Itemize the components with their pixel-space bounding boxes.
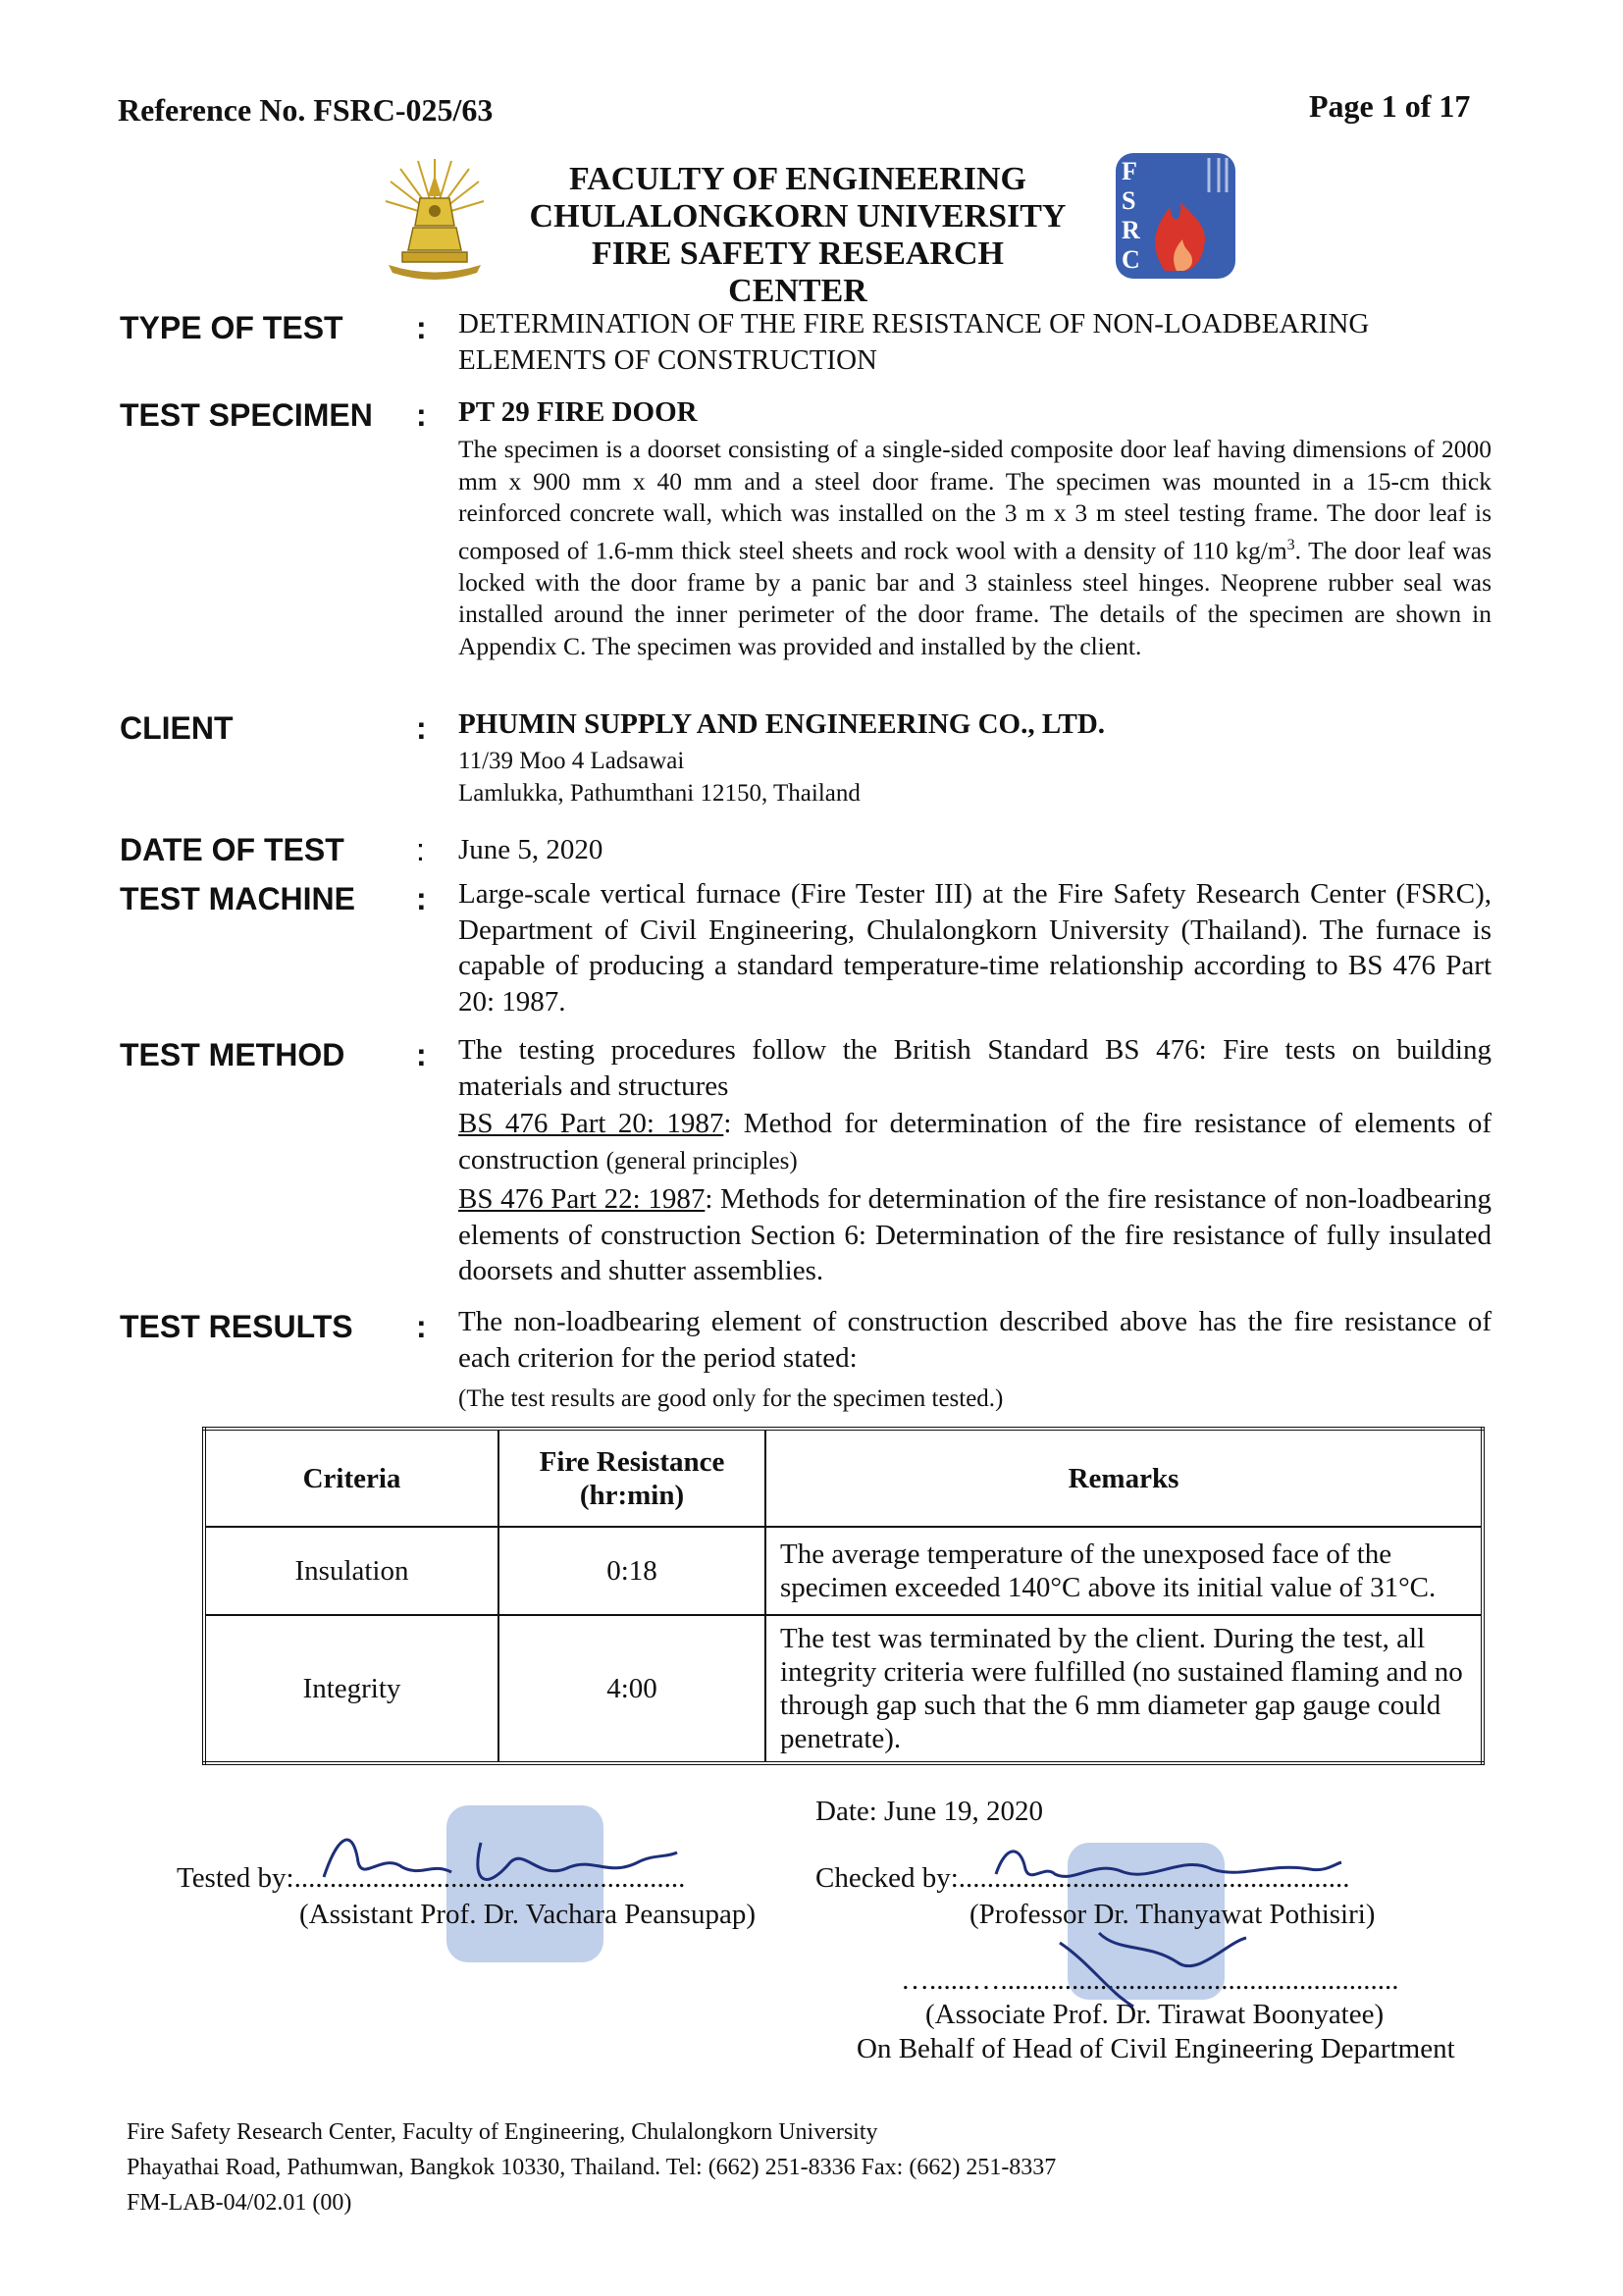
- logo-letter-r: R: [1122, 216, 1140, 244]
- row-integrity-criteria: Integrity: [204, 1615, 498, 1763]
- specimen-desc-superscript: 3: [1286, 536, 1295, 553]
- test-machine-label: TEST MACHINE: [120, 881, 355, 916]
- specimen-desc-part1: The specimen is a doorset consisting of a single-sided composite door leaf having dimensions of 2000 mm x 900 mm x 40 mm and a steel door frame. The specimen was mounted in a 15-cm thick reinforced concrete wall, which was installed on the 3 m x 3 m steel testing frame. The door leaf is composed of 1.6-mm thick steel sheets and rock wool with a density of 110 kg/m: [458, 435, 1492, 564]
- checked-by-label: Checked by:: [815, 1862, 959, 1894]
- footer-line1: Fire Safety Research Center, Faculty of Engineering, Chulalongkorn University: [127, 2119, 878, 2145]
- date-of-test-value: June 5, 2020: [458, 834, 603, 865]
- logo-letter-c: C: [1122, 245, 1140, 274]
- header-faculty: FACULTY OF ENGINEERING: [569, 161, 1026, 197]
- client-address-line1: 11/39 Moo 4 Ladsawai: [458, 748, 685, 774]
- type-of-test-line1: DETERMINATION OF THE FIRE RESISTANCE OF NON-LOADBEARING: [458, 308, 1370, 339]
- date-of-test-label: DATE OF TEST: [120, 832, 344, 867]
- test-specimen-description: [458, 434, 1492, 662]
- row-insulation-criteria: Insulation: [204, 1527, 498, 1615]
- standard-2-name: BS 476 Part 22: 1987: [458, 1183, 706, 1215]
- standard-2-desc: : Methods for determination of the fire resistance of non-loadbearing elements of construction Section 6: Determination of the fire resistance of fully insulated doorsets and shutter assemblies.: [458, 1183, 1492, 1286]
- test-specimen-colon: :: [416, 397, 427, 433]
- standard-1-desc-small: (general principles): [605, 1147, 798, 1174]
- test-specimen-label: TEST SPECIMEN: [120, 397, 373, 433]
- client-address-line2: Lamlukka, Pathumthani 12150, Thailand: [458, 779, 861, 807]
- reference-number: Reference No. FSRC-025/63: [118, 92, 494, 128]
- footer-line2: Phayathai Road, Pathumwan, Bangkok 10330, Thailand. Tel: (662) 251-8336 Fax: (662) 251-8337: [127, 2155, 1057, 2180]
- header-fire-resistance-line1: Fire Resistance: [539, 1445, 725, 1478]
- checked-by-line: .......................................................: [958, 1862, 1350, 1894]
- tested-by-name: (Assistant Prof. Dr. Vachara Peansupap): [299, 1899, 756, 1930]
- type-of-test-value: [458, 306, 1492, 378]
- type-of-test-colon: :: [416, 310, 427, 345]
- type-of-test-line2: ELEMENTS OF CONSTRUCTION: [458, 343, 877, 376]
- report-date: Date: June 19, 2020: [815, 1796, 1043, 1827]
- test-machine-colon: :: [416, 881, 427, 916]
- row-integrity-remarks: The test was terminated by the client. During the test, all integrity criteria were fulfilled (no sustained flaming and no through gap such that the 6 mm diameter gap gauge could penetrate).: [765, 1615, 1483, 1763]
- test-method-intro: The testing procedures follow the British Standard BS 476: Fire tests on building materials and structures: [458, 1034, 1492, 1102]
- client-label: CLIENT: [120, 710, 234, 746]
- client-name: PHUMIN SUPPLY AND ENGINEERING CO., LTD.: [458, 708, 1106, 740]
- table-row: [204, 1527, 1483, 1615]
- test-method-standard-2: [458, 1181, 1492, 1289]
- logo-letter-s: S: [1122, 186, 1136, 215]
- test-results-text: The non-loadbearing element of construction described above has the fire resistance of each criterion for the period stated:: [458, 1306, 1492, 1374]
- logo-letter-f: F: [1122, 157, 1137, 185]
- row-insulation-remarks: The average temperature of the unexposed face of the specimen exceeded 140°C above its initial value of 31°C.: [765, 1527, 1483, 1615]
- row-integrity-time: 4:00: [498, 1615, 765, 1763]
- on-behalf-text: On Behalf of Head of Civil Engineering Department: [857, 2033, 1455, 2064]
- client-colon: :: [416, 710, 427, 746]
- client-address: [458, 746, 1492, 809]
- header-remarks: Remarks: [765, 1429, 1483, 1527]
- specimen-desc-part2: . The door leaf was locked with the door frame by a panic bar and 3 stainless steel hinges. Neoprene rubber seal was installed around the inner perimeter of the door frame. The details of the specimen are shown in Appendix C. The specimen was provided and installed by the client.: [458, 536, 1492, 660]
- type-of-test-label: TYPE OF TEST: [120, 310, 343, 345]
- chulalongkorn-emblem-icon: [381, 157, 489, 285]
- table-row: [204, 1615, 1483, 1763]
- page-number: Page 1 of 17: [1309, 88, 1471, 124]
- test-results-colon: :: [416, 1309, 427, 1344]
- header-university: CHULALONGKORN UNIVERSITY: [529, 198, 1067, 235]
- test-method-label: TEST METHOD: [120, 1037, 345, 1072]
- standard-1-name: BS 476 Part 20: 1987: [458, 1108, 724, 1139]
- signature-tested-by-icon: [314, 1823, 687, 1902]
- header-fire-resistance: [498, 1429, 765, 1527]
- fsrc-logo: [1116, 153, 1235, 279]
- row-insulation-time: 0:18: [498, 1527, 765, 1615]
- test-machine-value: Large-scale vertical furnace (Fire Tester III) at the Fire Safety Research Center (FSRC), Department of Civil Engineering, Chulalongkorn University (Thailand). The furnace is capable of producing a standard temperature-time relationship according to BS 476 Part 20: 1987.: [458, 878, 1492, 1018]
- checked-by-name: (Professor Dr. Thanyawat Pothisiri): [969, 1899, 1376, 1930]
- test-specimen-title: PT 29 FIRE DOOR: [458, 396, 698, 428]
- date-of-test-colon: :: [416, 832, 425, 867]
- results-table: [202, 1427, 1485, 1765]
- tested-by-line: .......................................................: [293, 1862, 686, 1894]
- signature-checked-by-icon: [976, 1835, 1349, 1894]
- test-results-note: (The test results are good only for the specimen tested.): [458, 1385, 1004, 1412]
- results-table-header: [204, 1429, 1483, 1527]
- footer: [127, 2114, 1056, 2220]
- test-results-label: TEST RESULTS: [120, 1309, 353, 1344]
- tested-by-label: Tested by:: [177, 1862, 294, 1894]
- header-fire-resistance-line2: (hr:min): [579, 1479, 685, 1511]
- test-method-standard-1: [458, 1106, 1492, 1179]
- test-method-colon: :: [416, 1037, 427, 1072]
- third-signature-line: …......…........................................................: [901, 1964, 1399, 1996]
- signature-third-icon: [1040, 1923, 1256, 2011]
- third-signatory-name: (Associate Prof. Dr. Tirawat Boonyatee): [925, 1999, 1385, 2030]
- header-criteria: Criteria: [204, 1429, 498, 1527]
- standard-1-desc: : Method for determination of the fire resistance of elements of construction: [458, 1108, 1492, 1175]
- test-method-value: [458, 1032, 1492, 1289]
- footer-form-code: FM-LAB-04/02.01 (00): [127, 2190, 352, 2216]
- header-center: FIRE SAFETY RESEARCH CENTER: [591, 235, 1005, 309]
